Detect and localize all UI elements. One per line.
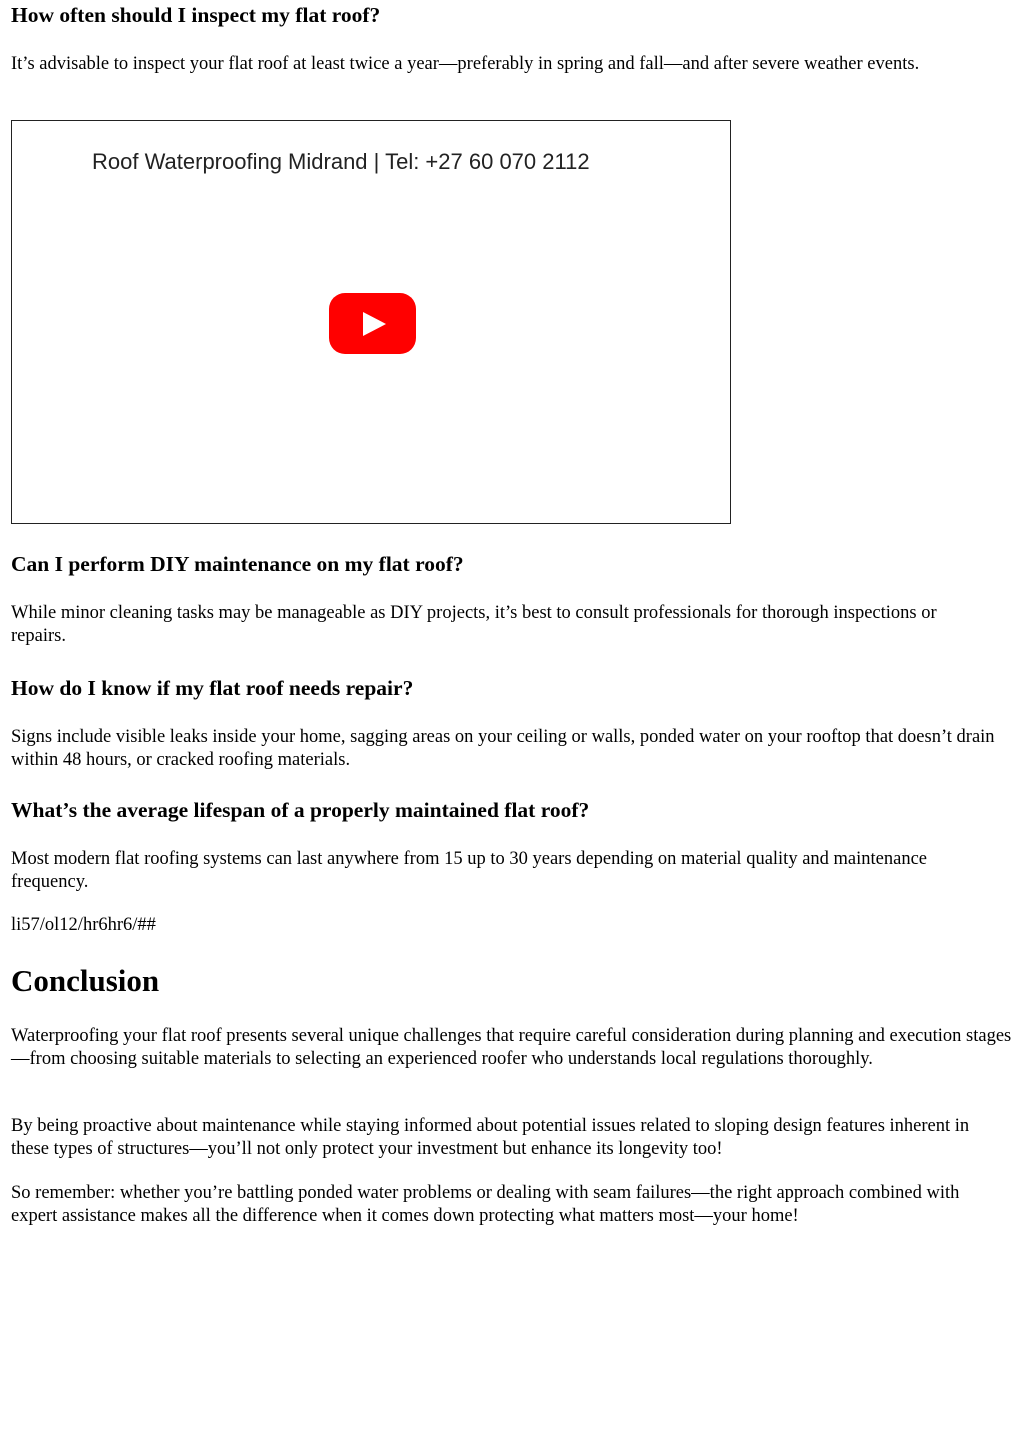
conclusion-paragraph-2: By being proactive about maintenance while staying informed about potential issues related to sloping design features inherent in these types of structures—you’ll not only protect your investment but enhance its longevity too! [11,1116,970,1159]
faq-heading-diy: Can I perform DIY maintenance on my flat roof? [11,552,464,576]
conclusion-heading: Conclusion [11,963,160,998]
video-title: Roof Waterproofing Midrand | Tel: +27 60 070 2112 [92,149,590,174]
faq-answer-diy: While minor cleaning tasks may be manageable as DIY projects, it’s best to consult professionals for thorough inspections or repairs. [11,603,937,646]
conclusion-paragraph-3: So remember: whether you’re battling ponded water problems or dealing with seam failures—the right approach combined with expert assistance makes all the difference when it comes down protecting what matters most—your home! [11,1183,960,1226]
conclusion-paragraph-1: Waterproofing your flat roof presents several unique challenges that require careful consideration during planning and execution stages—from choosing suitable materials to selecting an experienced roofer who understands local regulations thoroughly. [11,1026,1012,1069]
faq-answer-repair: Signs include visible leaks inside your home, sagging areas on your ceiling or walls, ponded water on your rooftop that doesn’t drain within 48 hours, or cracked roofing materials. [11,727,995,770]
faq-heading-repair: How do I know if my flat roof needs repair? [11,676,414,700]
faq-answer-inspect: It’s advisable to inspect your flat roof at least twice a year—preferably in spring and fall—and after severe weather events. [11,54,920,74]
faq-heading-lifespan: What’s the average lifespan of a properly maintained flat roof? [11,798,590,822]
code-line: li57/ol12/hr6hr6/## [11,915,156,935]
video-embed[interactable] [11,120,731,524]
youtube-play-button[interactable] [329,293,416,354]
faq-heading-inspect: How often should I inspect my flat roof? [11,3,381,27]
play-icon [363,312,386,336]
faq-answer-lifespan: Most modern flat roofing systems can last anywhere from 15 up to 30 years depending on material quality and maintenance frequency. [11,849,928,892]
